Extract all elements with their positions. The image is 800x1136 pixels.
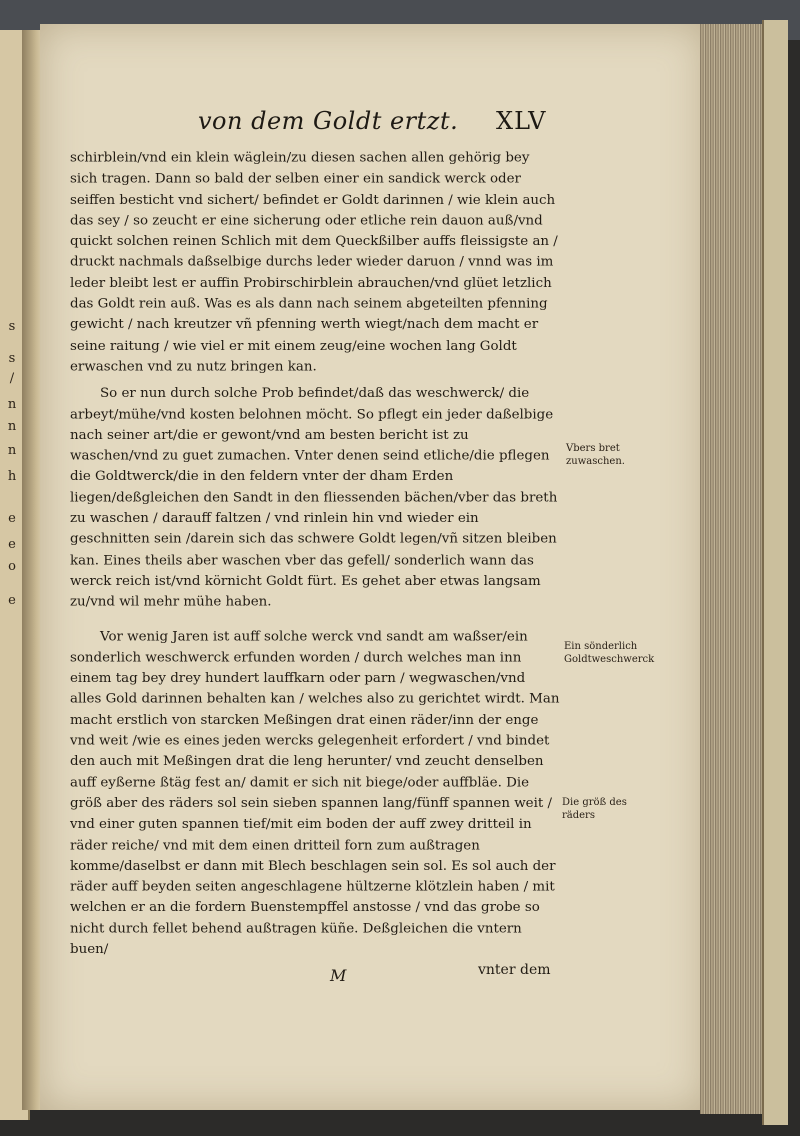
- facing-page-fragment: o: [8, 559, 16, 574]
- folio-number: XLV: [496, 107, 547, 135]
- facing-page-fragment: n: [7, 397, 17, 412]
- margin-note-groess: Die größ des räders: [562, 797, 627, 821]
- page-fore-edge: [700, 24, 765, 1114]
- paragraph-3: Vor wenig Jaren ist auff solche werck vnd sandt am waßser/ein sonderlich weschwerck erfunden worden / durch welches man inn einem tag bey drey hundert lauffkarn oder parn / wegwaschen/vnd alles Gold darinnen behalten kan / welches also zu gerichtet wirdt. Man macht erstlich von starcken Meßingen drat einen räder/inn der enge vnd weit /wie es eines jeden wercks gelegenheit erfordert / vnd bindet den auch mit Meßingen drat die leng herunter/ vnd zeucht denselben auff eyßerne ßtäg fest an/ damit er sich nit biege/oder auffbläe. Die größ aber des räders sol sein sieben spannen lang/fünff spannen weit / vnd einer guten spannen tief/mit eim boden der auff zwey dritteil in räder reiche/ vnd mit dem einen dritteil forn zum außtragen komme/daselbst er dann mit Blech beschlagen sein sol. Es sol auch der räder auff beyden seiten angeschlagene hültzerne klötzlein haben / mit welchen er an die fordern Buenstempffel anstosse / vnd das grobe so nicht durch fellet behend außtragen küñe. Deßgleichen die vntern buen/: [70, 629, 560, 958]
- running-head: von dem Goldt ertzt.: [198, 107, 459, 135]
- facing-page-fragment: /: [9, 371, 15, 386]
- facing-page-fragment: s: [8, 319, 16, 334]
- facing-page-fragment: e: [8, 537, 16, 552]
- facing-page-fragment: n: [7, 419, 17, 434]
- signature-mark: M: [330, 966, 347, 985]
- main-text: [70, 148, 560, 960]
- book-board: [762, 20, 788, 1125]
- facing-page-fragment: s: [8, 351, 16, 366]
- catchword: vnter dem: [478, 962, 551, 978]
- facing-page-fragment: e: [8, 511, 16, 526]
- margin-note-bret: Vbers bret zuwaschen.: [566, 443, 625, 467]
- paragraph-2: So er nun durch solche Prob befindet/daß das weschwerck/ die arbeyt/mühe/vnd kosten belohnen möcht. So pflegt ein jeder daßelbige nach seiner art/die er gewont/vnd am besten bericht ist zu waschen/vnd zu guet zumachen. Vnter denen seind etliche/die pflegen die Goldtwerck/die in den feldern vnter der dham Erden liegen/deßgleichen den Sandt in den fliessenden bächen/vber das breth zu waschen / darauff faltzen / vnd rinlein hin vnd wieder ein geschnitten sein /darein sich das schwere Goldt legen/vñ sitzen bleiben kan. Eines theils aber waschen vber das gefell/ sonderlich wann das werck reich ist/vnd körnicht Goldt fürt. Es gehet aber etwas langsam zu/vnd wil mehr mühe haben.: [70, 386, 558, 610]
- facing-page-fragment: h: [7, 469, 17, 484]
- margin-note-weschwerck: Ein sönderlich Goldtweschwerck: [564, 641, 655, 665]
- facing-page-fragment: n: [7, 443, 17, 458]
- facing-page-fragment: e: [8, 593, 16, 608]
- paragraph-1: schirblein/vnd ein klein wäglein/zu diesen sachen allen gehörig bey sich tragen. Dann so bald der selben einer ein sandick werck oder seiffen besticht vnd sichert/ befindet er Goldt darinnen / wie klein auch das sey / so zeucht er eine sicherung oder etliche rein dauon auß/vnd quickt solchen reinen Schlich mit dem Queckßilber auffs fleissigste an / druckt nachmals daßselbige durchs leder wieder daruon / vnnd was im leder bleibt lest er auffin Probirschirblein abrauchen/vnd glüet letzlich das Goldt rein auß. Was es als dann nach seinem abgeteilten pfenning gewicht / nach kreutzer vñ pfenning werth wiegt/nach dem macht er seine raitung / wie viel er mit einem zeug/eine wochen lang Goldt erwaschen vnd zu nutz bringen kan.: [70, 150, 558, 375]
